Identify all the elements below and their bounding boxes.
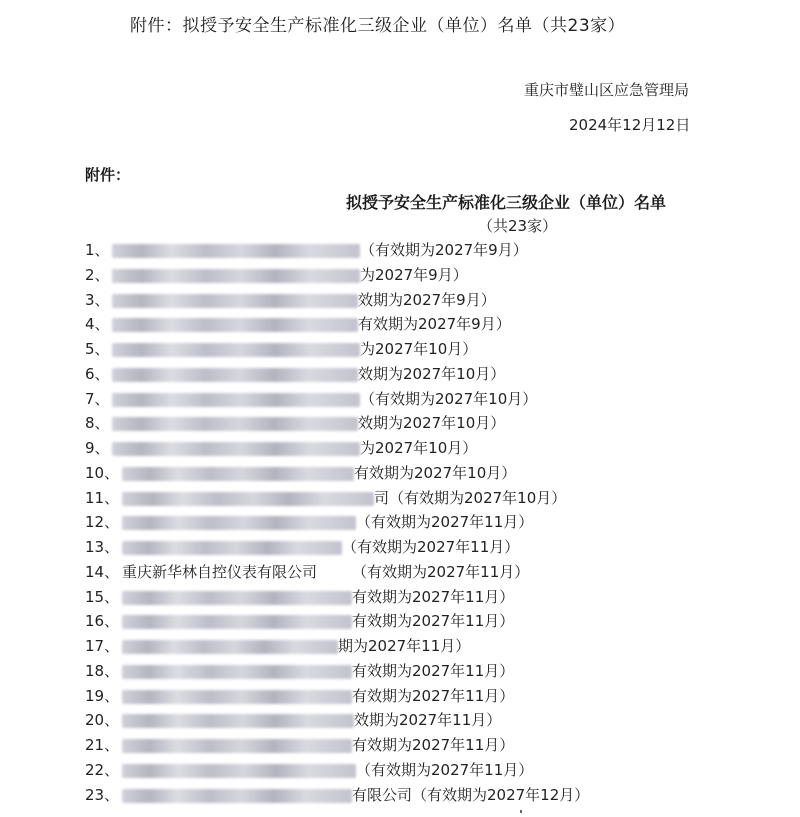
redacted-company-name: [122, 541, 342, 555]
issue-date: 2024年12月12日: [569, 116, 691, 134]
list-item: [0, 609, 800, 634]
list-item: [0, 362, 800, 387]
item-number: 20、: [85, 711, 120, 730]
list-item: [0, 238, 800, 263]
redacted-company-name: [122, 690, 352, 704]
item-number: 8、: [85, 414, 110, 433]
list-item: [0, 312, 800, 337]
validity-period: 效期为2027年9月）: [358, 290, 496, 309]
item-number: 16、: [85, 612, 120, 631]
validity-period: 为2027年10月）: [360, 340, 478, 358]
item-number: 7、: [85, 389, 110, 408]
redacted-company-name: [112, 244, 360, 258]
validity-period: （有效期为2027年11月）: [356, 760, 534, 779]
item-number: 2、: [85, 265, 110, 284]
item-number: 9、: [85, 439, 110, 457]
redacted-company-name: [122, 640, 338, 654]
header-title: 附件：拟授予安全生产标准化三级企业（单位）名单（共23家）: [130, 16, 626, 36]
validity-period: 有效期为2027年11月）: [352, 612, 515, 631]
list-item: [0, 783, 800, 808]
redacted-company-name: [122, 789, 352, 803]
issuer-name: 重庆市璧山区应急管理局: [524, 81, 690, 99]
attachment-label: 附件：: [85, 166, 131, 184]
redacted-company-name: [122, 714, 354, 728]
list-item: [0, 337, 800, 362]
validity-period: 有限公司（有效期为2027年12月）: [352, 785, 590, 804]
redacted-company-name: [112, 318, 358, 332]
item-number: 10、: [85, 463, 120, 482]
list-item: [0, 263, 800, 288]
validity-period: 有效期为2027年10月）: [354, 463, 517, 482]
validity-period: 为2027年9月）: [360, 265, 468, 284]
item-number: 17、: [85, 637, 120, 655]
validity-period: 有效期为2027年9月）: [358, 315, 511, 334]
list-item: [0, 387, 800, 412]
redacted-company-name: [122, 591, 352, 605]
validity-period: 为2027年10月）: [360, 439, 478, 457]
validity-period: 效期为2027年10月）: [358, 364, 506, 383]
validity-period: 效期为2027年11月）: [354, 711, 502, 730]
item-number: 21、: [85, 736, 120, 754]
list-item: [0, 411, 800, 436]
redacted-company-name: [122, 516, 356, 530]
item-number: 14、: [85, 562, 120, 581]
item-number: 23、: [85, 785, 120, 804]
validity-period: 有效期为2027年11月）: [352, 587, 515, 606]
validity-period: （有效期为2027年10月）: [360, 389, 538, 408]
list-item: [0, 486, 800, 511]
validity-period: （有效期为2027年9月）: [360, 241, 528, 259]
list-item: [0, 436, 800, 461]
item-number: 1、: [85, 241, 110, 259]
validity-period: （有效期为2027年11月）: [342, 538, 520, 556]
validity-period: 有效期为2027年11月）: [352, 661, 515, 680]
item-number: 18、: [85, 661, 120, 680]
scan-mark: [520, 810, 522, 813]
redacted-company-name: [112, 343, 360, 357]
item-number: 12、: [85, 513, 120, 532]
redacted-company-name: [122, 665, 352, 679]
redacted-company-name: [112, 393, 360, 407]
validity-period: 效期为2027年10月）: [358, 414, 506, 433]
validity-period: （有效期为2027年11月）: [352, 562, 530, 581]
redacted-company-name: [122, 615, 352, 629]
list-item: [0, 708, 800, 733]
redacted-company-name: [112, 368, 358, 382]
list-item: [0, 585, 800, 610]
list-item: [0, 461, 800, 486]
redacted-company-name: [112, 417, 358, 431]
item-number: 15、: [85, 587, 120, 606]
redacted-company-name: [122, 492, 374, 506]
redacted-company-name: [122, 467, 354, 481]
list-item: [0, 733, 800, 758]
list-item: [0, 684, 800, 709]
redacted-company-name: [122, 739, 352, 753]
list-title: 拟授予安全生产标准化三级企业（单位）名单: [346, 193, 667, 212]
list-item: [0, 288, 800, 313]
validity-period: 有效期为2027年11月）: [352, 736, 515, 754]
list-item: [0, 510, 800, 535]
item-number: 5、: [85, 340, 110, 358]
company-list: [0, 238, 800, 807]
company-name: 重庆新华林自控仪表有限公司: [122, 562, 318, 581]
redacted-company-name: [112, 294, 358, 308]
item-number: 11、: [85, 488, 120, 507]
validity-period: 司（有效期为2027年10月）: [374, 488, 567, 507]
redacted-company-name: [112, 269, 360, 283]
list-item: [0, 634, 800, 659]
list-item: [0, 535, 800, 560]
list-item: [0, 560, 800, 585]
list-count: （共23家）: [478, 217, 558, 235]
validity-period: 有效期为2027年11月）: [352, 686, 515, 705]
item-number: 13、: [85, 538, 120, 556]
list-item: [0, 758, 800, 783]
validity-period: （有效期为2027年11月）: [356, 513, 534, 532]
item-number: 22、: [85, 760, 120, 779]
list-item: [0, 659, 800, 684]
item-number: 4、: [85, 315, 110, 334]
item-number: 3、: [85, 290, 110, 309]
validity-period: 期为2027年11月）: [338, 637, 471, 655]
redacted-company-name: [122, 764, 356, 778]
redacted-company-name: [112, 442, 360, 456]
item-number: 6、: [85, 364, 110, 383]
item-number: 19、: [85, 686, 120, 705]
